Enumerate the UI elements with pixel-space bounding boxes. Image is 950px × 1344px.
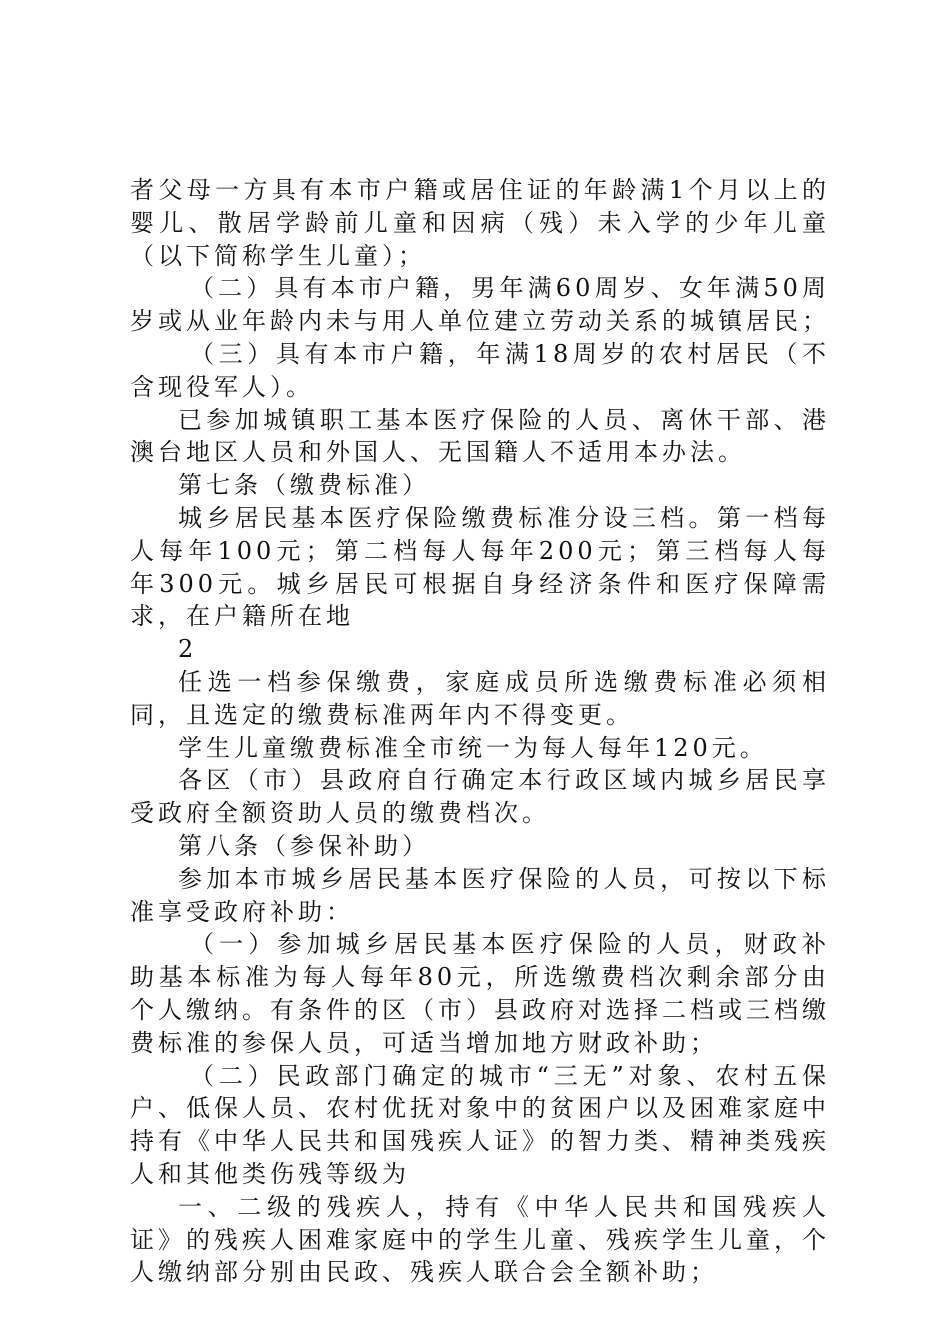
paragraph-eligibility-rural: （三）具有本市户籍，年满18周岁的农村居民（不含现役军人）。 — [130, 339, 830, 401]
paragraph-district-fee: 各区（市）县政府自行确定本行政区域内城乡居民享受政府全额资助人员的缴费档次。 — [130, 766, 830, 828]
paragraph-eligibility-urban: （二）具有本市户籍，男年满60周岁、女年满50周岁或从业年龄内未与用人单位建立劳动关系的城镇居民； — [130, 274, 830, 336]
document-page — [130, 174, 830, 1289]
paragraph-eligibility-children: 者父母一方具有本市户籍或居住证的年龄满1个月以上的婴儿、散居学龄前儿童和因病（残）未入学的少年儿童（以下简称学生儿童）； — [130, 176, 830, 270]
paragraph-exclusions: 已参加城镇职工基本医疗保险的人员、离休干部、港澳台地区人员和外国人、无国籍人不适用本办法。 — [130, 405, 830, 467]
page-number: 2 — [178, 635, 198, 664]
paragraph-subsidy-special: （二）民政部门确定的城市“三无”对象、农村五保户、低保人员、农村优抚对象中的贫困户以及困难家庭中持有《中华人民共和国残疾人证》的智力类、精神类残疾人和其他类伤残等级为 — [130, 1061, 830, 1188]
paragraph-subsidy-basic: （一）参加城乡居民基本医疗保险的人员，财政补助基本标准为每人每年80元，所选缴费档次剩余部分由个人缴纳。有条件的区（市）县政府对选择二档或三档缴费标准的参保人员，可适当增加地方财政补助； — [130, 930, 830, 1057]
paragraph-fee-tiers: 城乡居民基本医疗保险缴费标准分设三档。第一档每人每年100元；第二档每人每年200元；第三档每人每年300元。城乡居民可根据自身经济条件和医疗保障需求，在户籍所在地 — [130, 503, 830, 631]
paragraph-student-fee: 学生儿童缴费标准全市统一为每人每年120元。 — [178, 733, 768, 762]
paragraph-fee-choice: 任选一档参保缴费，家庭成员所选缴费标准必须相同，且选定的缴费标准两年内不得变更。 — [130, 667, 830, 729]
article-7-heading: 第七条（缴费标准） — [178, 471, 430, 500]
article-8-heading: 第八条（参保补助） — [178, 831, 430, 860]
paragraph-subsidy-disabled: 一、二级的残疾人，持有《中华人民共和国残疾人证》的残疾人困难家庭中的学生儿童、残疾学生儿童，个人缴纳部分别由民政、残疾人联合会全额补助； — [130, 1192, 830, 1287]
paragraph-subsidy-intro: 参加本市城乡居民基本医疗保险的人员，可按以下标准享受政府补助： — [130, 864, 830, 926]
